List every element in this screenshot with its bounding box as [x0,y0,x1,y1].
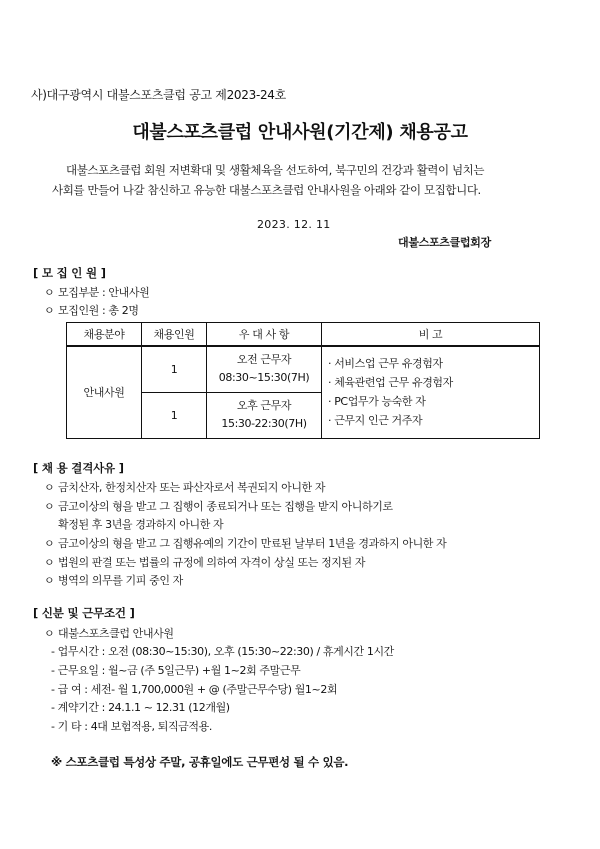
section-title-recruitment: [ 모 집 인 원 ] [33,266,106,280]
bullet-symbol: ㅇ [44,481,55,494]
disqualification-text: 법원의 판결 또는 법률의 규정에 의하여 자격이 상실 또는 정지된 자 [58,556,366,569]
notice-number: 사)대구광역시 대불스포츠클럽 공고 제2023-24호 [31,88,286,102]
note-item: · 서비스업 근무 유경험자 [328,357,443,371]
table-header-cell: 비 고 [322,323,540,347]
field-cell: 안내사원 [67,346,142,438]
condition-item: - 근무요일 : 월~금 (주 5일근무) +월 1~2회 주말근무 [51,664,301,677]
condition-item: - 계약기간 : 24.1.1 ~ 12.31 (12개월) [51,701,230,714]
condition-cell [207,392,322,438]
condition-item: - 급 여 : 세전- 월 1,700,000원 + @ (주말근무수당) 월1~2회 [51,683,338,696]
shift-label: 오후 근무자 [236,399,292,412]
bullet-symbol: ㅇ [44,627,55,640]
page-title: 대불스포츠클럽 안내사원(기간제) 채용공고 [132,122,468,143]
section-title-disqualification: [ 채 용 결격사유 ] [33,461,124,475]
intro-line-1: 대불스포츠클럽 회원 저변확대 및 생활체육을 선도하여, 북구민의 건강과 활력이 넘치는 [66,163,485,177]
disqualification-text: 금고이상의 형을 받고 그 집행유예의 기간이 만료된 날부터 1년을 경과하지 아니한 자 [58,537,447,550]
disqualification-item [44,516,223,532]
disqualification-item [44,479,325,495]
disqualification-item [44,572,183,588]
footnote: ※ 스포츠클럽 특성상 주말, 공휴일에도 근무편성 될 수 있음. [51,755,349,769]
recruit-bullet-text: 모집인원 : 총 2명 [58,304,139,317]
note-item: · 체육관련업 근무 유경험자 [328,376,453,390]
table-row [67,346,540,392]
table-header-cell: 채용인원 [142,323,207,347]
notice-date: 2023. 12. 11 [257,218,331,231]
condition-cell [207,346,322,392]
organization-signature: 대불스포츠클럽회장 [398,236,491,249]
disqualification-item [44,535,446,551]
note-item: · 근무지 인근 거주자 [328,414,423,428]
condition-item: - 기 타 : 4대 보험적용, 퇴직금적용. [51,720,212,733]
conditions-bullet-text: 대불스포츠클럽 안내사원 [58,627,174,640]
intro-line-2: 사회를 만들어 나갈 참신하고 유능한 대불스포츠클럽 안내사원을 아래와 같이 모집합니다. [52,183,481,197]
bullet-symbol: ㅇ [44,556,55,569]
notes-cell [322,346,540,438]
recruit-bullet [44,302,139,318]
recruit-bullet-text: 모집부분 : 안내사원 [58,286,150,299]
condition-item: - 업무시간 : 오전 (08:30~15:30), 오후 (15:30~22:30) / 휴게시간 1시간 [51,645,394,658]
bullet-symbol: ㅇ [44,304,55,317]
disqualification-text: 병역의 의무를 기피 중인 자 [58,574,183,587]
shift-label: 오전 근무자 [236,353,292,367]
section-title-conditions: [ 신분 및 근무조건 ] [33,606,135,620]
shift-hours: 15:30-22:30(7H) [221,417,307,430]
bullet-symbol: ㅇ [44,500,55,513]
conditions-bullet [44,625,174,641]
recruit-bullet [44,284,149,300]
table-header-cell: 채용분야 [67,323,142,347]
table-header-cell: 우 대 사 항 [207,323,322,347]
disqualification-item [44,554,365,570]
note-item: · PC업무가 능숙한 자 [328,395,426,409]
bullet-symbol: ㅇ [44,286,55,299]
disqualification-text: 금고이상의 형을 받고 그 집행이 종료되거나 또는 집행을 받지 아니하기로 [58,500,393,513]
count-cell: 1 [142,346,207,392]
disqualification-text: 금치산자, 한정치산자 또는 파산자로서 복권되지 아니한 자 [58,481,326,494]
table-header-row [67,323,540,347]
disqualification-text: 확정된 후 3년을 경과하지 아니한 자 [58,518,224,531]
recruitment-table [66,322,540,439]
shift-hours: 08:30~15:30(7H) [218,371,310,385]
bullet-symbol: ㅇ [44,574,55,587]
bullet-symbol: ㅇ [44,537,55,550]
disqualification-item [44,498,393,514]
count-cell: 1 [142,392,207,438]
